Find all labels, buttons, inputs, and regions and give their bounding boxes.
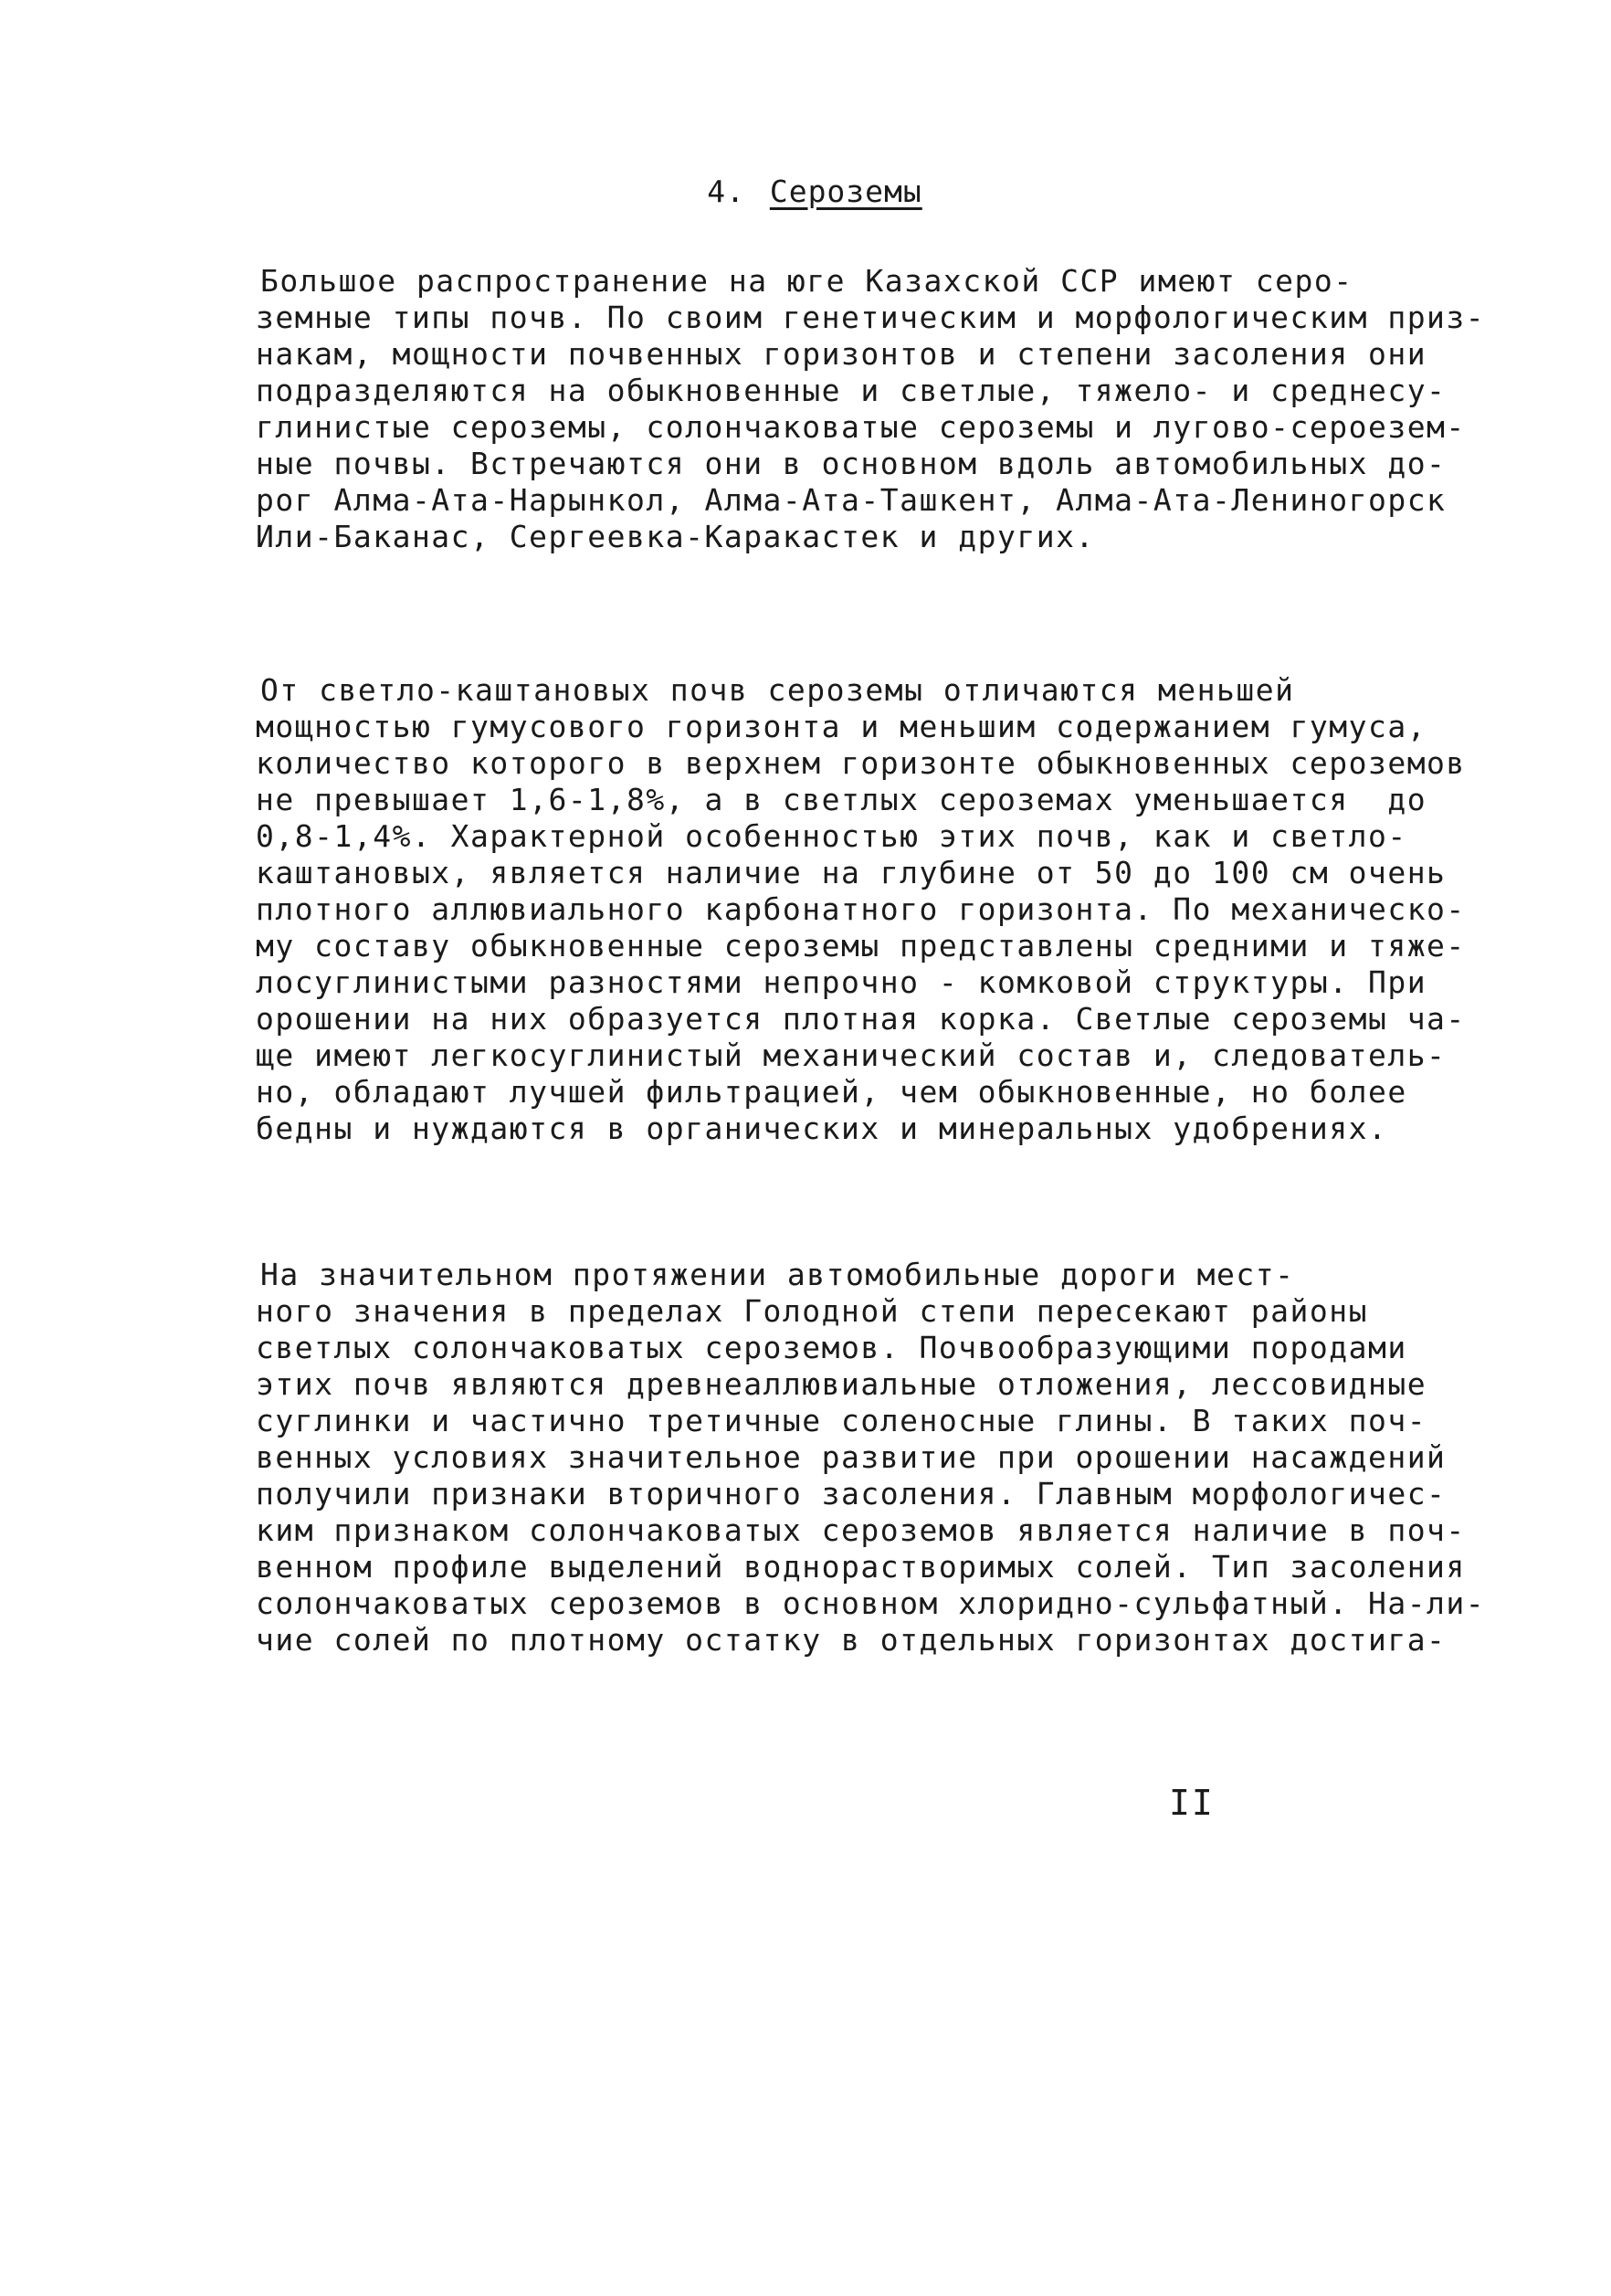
text-line: солончаковатых сероземов в основном хлоридно-сульфатный. На-ли-	[256, 1585, 1486, 1621]
text-line: От светло-каштановых почв сероземы отличаются меньшей	[260, 672, 1295, 708]
text-line: но, обладают лучшей фильтрацией, чем обыкновенные, но более	[256, 1074, 1407, 1110]
text-line: накам, мощности почвенных горизонтов и степени засоления они	[256, 336, 1427, 372]
text-line: ного значения в пределах Голодной степи пересекают районы	[256, 1293, 1368, 1329]
text-line: венном профиле выделений воднорастворимых солей. Тип засоления	[256, 1549, 1466, 1585]
text-line: земные типы почв. По своим генетическим и морфологическим приз-	[256, 300, 1486, 335]
section-heading	[0, 174, 1611, 209]
text-line: каштановых, является наличие на глубине от 50 до 100 см очень	[256, 855, 1447, 890]
text-line: чие солей по плотному остатку в отдельных горизонтах достига-	[256, 1622, 1447, 1658]
text-line: светлых солончаковатых сероземов. Почвообразующими породами	[256, 1330, 1407, 1365]
text-line: 0,8-1,4%. Характерной особенностью этих почв, как и светло-	[256, 818, 1407, 854]
text-line: бедны и нуждаются в органических и минеральных удобрениях.	[256, 1111, 1388, 1146]
text-line: суглинки и частично третичные соленосные глины. В таких поч-	[256, 1403, 1427, 1438]
text-line: венных условиях значительное развитие при орошении насаждений	[256, 1439, 1447, 1475]
section-title: Сероземы	[769, 174, 922, 209]
text-line: рог Алма-Ата-Нарынкол, Алма-Ата-Ташкент, Алма-Ата-Лениногорск	[256, 482, 1447, 518]
text-line: ные почвы. Встречаются они в основном вдоль автомобильных до-	[256, 446, 1447, 481]
text-line: мощностью гумусового горизонта и меньшим содержанием гумуса,	[256, 709, 1427, 744]
text-line: На значительном протяжении автомобильные дороги мест-	[260, 1257, 1295, 1292]
section-number: 4.	[707, 174, 745, 209]
text-line: количество которого в верхнем горизонте обыкновенных сероземов	[256, 745, 1466, 781]
page-number: II	[1169, 1783, 1215, 1823]
text-line: му составу обыкновенные сероземы представлены средними и тяже-	[256, 928, 1466, 964]
text-line: этих почв являются древнеаллювиальные отложения, лессовидные	[256, 1366, 1427, 1402]
text-line: подразделяются на обыкновенные и светлые, тяжело- и среднесу-	[256, 373, 1447, 408]
text-line: плотного аллювиального карбонатного горизонта. По механическо-	[256, 891, 1466, 927]
text-line: глинистые сероземы, солончаковатые сероземы и лугово-сероезем-	[256, 409, 1466, 445]
text-line: орошении на них образуется плотная корка. Светлые сероземы ча-	[256, 1001, 1466, 1037]
text-line: получили признаки вторичного засоления. Главным морфологичес-	[256, 1476, 1447, 1511]
text-line: Большое распространение на юге Казахской ССР имеют серо-	[260, 263, 1353, 299]
text-line: не превышает 1,6-1,8%, а в светлых сероземах уменьшается до	[256, 782, 1427, 817]
text-line: лосуглинистыми разностями непрочно - комковой структуры. При	[256, 964, 1427, 1000]
text-line: ким признаком солончаковатых сероземов является наличие в поч-	[256, 1512, 1466, 1548]
text-line: ще имеют легкосуглинистый механический состав и, следователь-	[256, 1037, 1447, 1073]
text-line: Или-Баканас, Сергеевка-Каракастек и других.	[256, 519, 1095, 554]
